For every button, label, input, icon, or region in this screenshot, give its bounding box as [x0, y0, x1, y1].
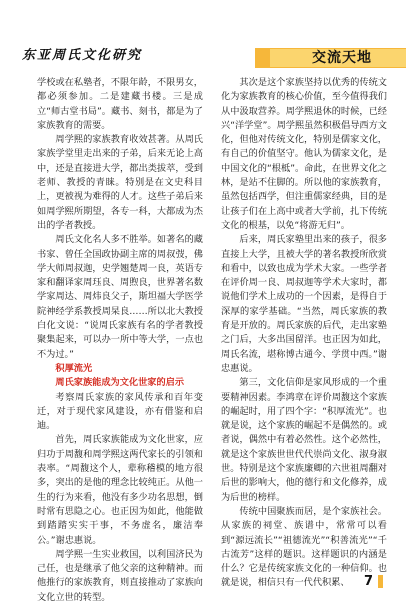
paragraph: 后来，周氏家塾里出来的孩子，很多直接上大学，且被大学的著名教授所欣赏和看中，以致也成为学术大家。一些学者在评价周一良、周叔迦等学术大家时，都说他们学术上成功的一个因素，是得自于深厚的家学基础。“当然，周氏家族的教育是开放的。周氏家族的后代，走出家塾之门后，大多出国留洋。也正因为如此，周氏名流，堪称博古通今、学贯中西。”谢忠惠说。 [221, 234, 387, 374]
right-column [221, 76, 387, 591]
paragraph: 考察周氏家族的家风传承和百年变迁，对于现代家风建设，亦有借鉴和启迪。 [37, 391, 203, 432]
paragraph: 周氏文化名人多不胜举。如著名的藏书家、曾任全国政协副主席的周叔弢，佛学大师周叔迦，史学翘楚周一良，英语专家和翻译家周珏良、周煦良，世界著名数学家周达、周炜良父子，斯坦福大学医学院神经学系教授周杲良……所以北大教授白化文说：“说周氏家族有名的学者教授聚集起来，可以办一所中等大学，一点也不为过。” [37, 234, 203, 360]
paragraph: 其次是这个家族坚持以优秀的传统文化为家族教育的核心价值，至今值得我们从中汲取营养。周学熙退休的时候，已经兴“洋学堂”。周学熙虽然积极倡导西方文化，但他对传统文化，特别是儒家文化，有自己的价值坚守。他认为儒家文化，是中国文化的“根柢”。命此，在世界文化之林，是站不住脚的。所以他的家族教育，虽然包括西学，但注重儒家经典，目的是让孩子们在上高中或者大学前，扎下传统文化的根基，以免“将游无归”。 [221, 77, 387, 231]
paragraph: 周学熙一生实业救国，以利国济民为己任，也是继承了他父亲的这种精神。而他推行的家族教育，则直接推动了家族向文化立世的转型。 [37, 548, 203, 603]
paragraph: 学校或在私塾者，不限年龄，不限男女，都必须参加。二是建藏书楼。三是成立“师古堂书局”。藏书、刻书，都是为了家族教育的需要。 [37, 77, 203, 131]
journal-title: 东亚周氏文化研究 [22, 48, 143, 63]
left-column [37, 76, 203, 605]
page-number-marker [378, 575, 383, 588]
paragraph: 第三，文化信仰是家风形成的一个重要精神因素。李鸿章在评价周馥这个家族的崛起时，用了四个字：“积厚流光”。也就是说，这个家族的崛起不是偶然的。或者说，偶然中有着必然性。这个必然性，就是这个家族世世代代崇尚文化、淑身淑世。特别是这个家族廉卿的六世祖周翻对后世的影响大，他的德行和文化修养，成为后世的榜样。 [221, 377, 387, 503]
paragraph: 传统中国聚族而居，是个家族社会。从家族的祠堂、族谱中，常常可以看到“源远流长”“祖德流光”“积善流光”“千古流芳”这样的题识。这样题识的内涵是什么？它是传统家族文化的一种信仰。也就是说，相信只有一代代积累、 [221, 505, 387, 589]
subheading: 周氏家族能成为文化世家的启示 [55, 377, 185, 389]
paragraph: 首先，周氏家族能成为文化世家，应归功于周馥和周学熙这两代家长的引领和表率。“周馥这个人，辈称稽模的地方很多，突出的是他的理念比较纯正。从他一生的行为来看，他没有多少功名思想，倒时常有思隐之心。也正因为如此，他能做到踏踏实实干事，不务虚名，廉洁奉公。”谢忠惠说。 [37, 434, 203, 546]
section-title: 交流天地 [312, 50, 372, 66]
paragraph: 周学熙的家族教育收效甚著。从周氏家族学堂里走出来的子弟，后来无论上高中，还是直接进大学，都出类拔萃，受到老师、教授的青睐。特别是在文史科目上，更被视为难得的人才。这些子弟后来如周学熙所期望，各专一科，大都成为杰出的学者教授。 [37, 134, 203, 231]
page-header [0, 0, 406, 66]
page-number: 7 [364, 574, 374, 589]
subheading: 积厚流光 [55, 362, 93, 374]
